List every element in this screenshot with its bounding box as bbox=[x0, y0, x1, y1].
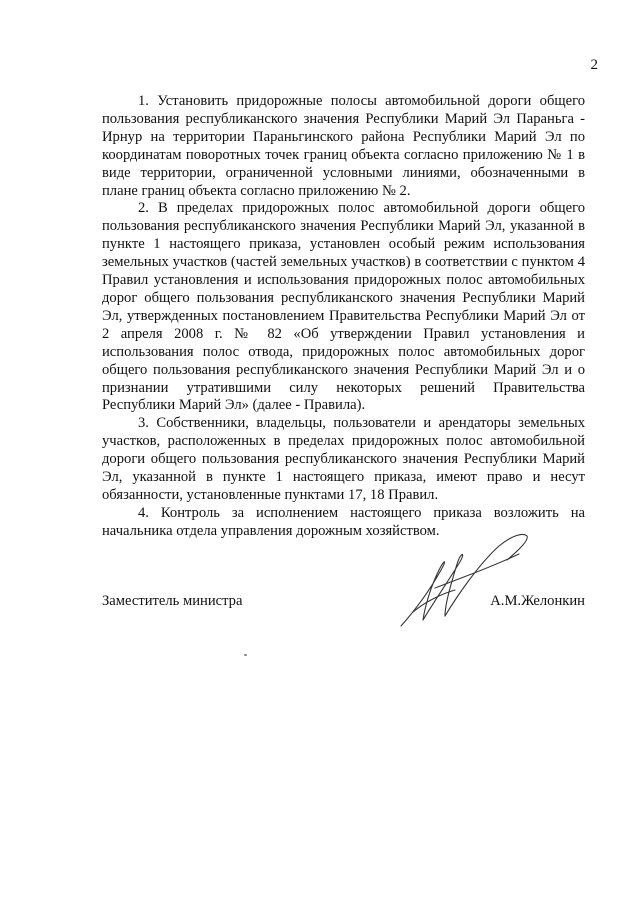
paragraph-2: 2. В пределах придорожных полос автомобильной дороги общего пользования республиканского значения Республики Марий Эл, указанной в пункте 1 настоящего приказа, установлен особый режим использования земельных участков (частей земельных участков) в соответствии с пунктом 4 Правил установления и использования придорожных полос автомобильных дорог общего пользования республиканского значения Республики Марий Эл, утвержденных постановлением Правительства Республики Марий Эл от 2 апреля 2008 г. № 82 «Об утверждении Правил установления и использования полос отвода, придорожных полос автомобильных дорог общего пользования республиканского значения Республики Марий Эл и о признании утратившими силу некоторых решений Правительства Республики Марий Эл» (далее - Правила). bbox=[102, 200, 585, 414]
signature-block bbox=[102, 592, 585, 612]
page-number: 2 bbox=[590, 57, 598, 73]
signer-name: А.М.Желонкин bbox=[490, 593, 585, 609]
scan-speck bbox=[244, 654, 247, 656]
document-body bbox=[102, 93, 585, 541]
paragraph-1: 1. Установить придорожные полосы автомобильной дороги общего пользования республиканского значения Республики Марий Эл Параньга - Ирнур на территории Параньгинского района Республики Марий Эл по координатам поворотных точек границ объекта согласно приложению № 1 в виде территории, ограниченной условными линиями, обозначенными в плане границ объекта согласно приложению № 2. bbox=[102, 93, 585, 199]
signer-title: Заместитель министра bbox=[102, 593, 243, 609]
handwritten-signature bbox=[395, 530, 535, 630]
paragraph-3: 3. Собственники, владельцы, пользователи и арендаторы земельных участков, расположенных в пределах придорожных полос автомобильной дороги общего пользования республиканского значения Республики Марий Эл, указанной в пункте 1 настоящего приказа, имеют право и несут обязанности, установленные пунктами 17, 18 Правил. bbox=[102, 415, 585, 503]
paragraph-4: 4. Контроль за исполнением настоящего приказа возложить на начальника отдела управления дорожным хозяйством. bbox=[102, 504, 585, 539]
